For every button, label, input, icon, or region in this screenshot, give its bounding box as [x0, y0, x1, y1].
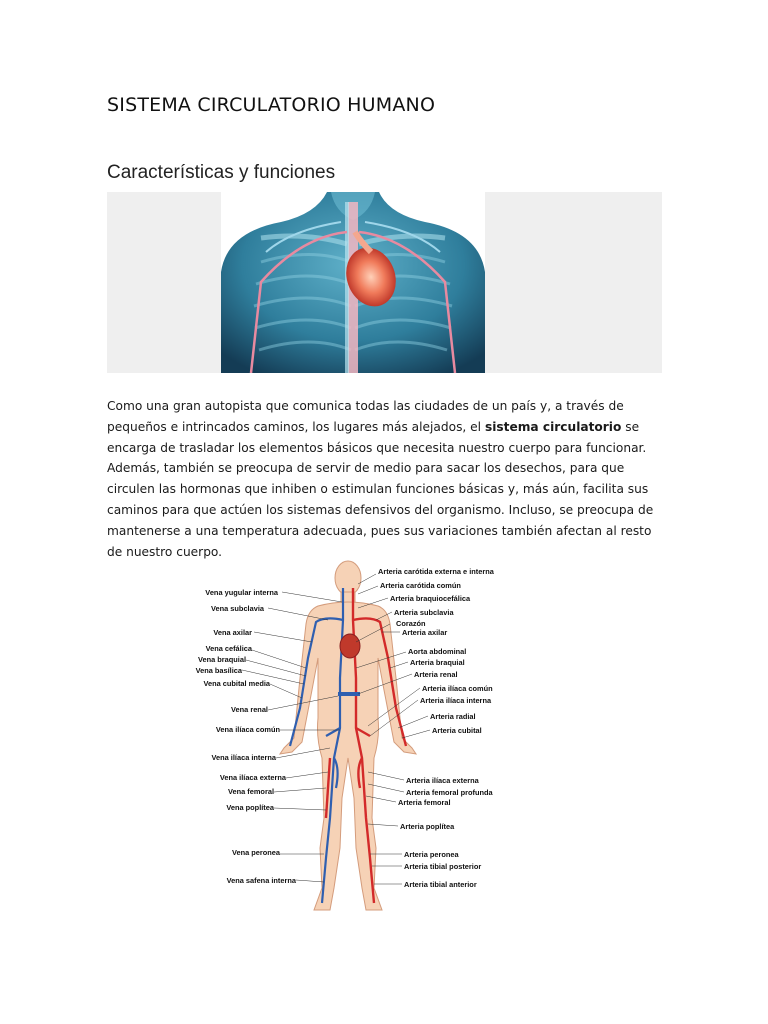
body-text: [107, 396, 667, 562]
label-vena-subclavia: Vena subclavia: [211, 604, 264, 613]
label-arteria-braquiocefalica: Arteria braquiocefálica: [390, 594, 471, 603]
label-arteria-carotida-externa-interna: Arteria carótida externa e interna: [378, 567, 494, 576]
label-vena-cubital-media: Vena cubital media: [203, 679, 270, 688]
chest-circulation-image: [221, 192, 485, 373]
label-arteria-iliaca-externa: Arteria ilíaca externa: [406, 776, 479, 785]
body-figure: [190, 558, 510, 930]
paragraph-1-bold: sistema circulatorio: [484, 419, 622, 434]
label-aorta-abdominal: Aorta abdominal: [408, 647, 467, 656]
label-corazon: Corazón: [396, 619, 426, 628]
label-vena-iliaca-comun: Vena ilíaca común: [215, 725, 280, 734]
label-arteria-subclavia: Arteria subclavia: [394, 608, 454, 617]
chest-illustration: [221, 192, 485, 373]
label-arteria-cubital: Arteria cubital: [432, 726, 482, 735]
label-vena-iliaca-interna: Vena ilíaca interna: [211, 753, 276, 762]
paragraph-1: [107, 396, 667, 458]
label-arteria-poplitea: Arteria poplítea: [400, 822, 455, 831]
label-arteria-tibial-posterior: Arteria tibial posterior: [404, 862, 482, 871]
label-arteria-renal: Arteria renal: [414, 670, 458, 679]
label-vena-iliaca-externa: Vena ilíaca externa: [219, 773, 286, 782]
label-arteria-braquial: Arteria braquial: [410, 658, 465, 667]
label-vena-poplitea: Vena poplítea: [226, 803, 274, 812]
section-heading: Características y funciones: [107, 162, 336, 183]
label-arteria-iliaca-interna: Arteria ilíaca interna: [420, 696, 492, 705]
label-vena-basilica: Vena basílica: [195, 666, 242, 675]
label-arteria-peronea: Arteria peronea: [404, 850, 459, 859]
label-arteria-axilar: Arteria axilar: [402, 628, 448, 637]
paragraph-2: Además, también se preocupa de servir de medio para sacar los desechos, para que circulen las hormonas que inhiben o estimulan funciones básicas y, más aún, facilita sus caminos para que actúen los sistemas defensivos del organismo. Incluso, se preocupa de mantenerse a una temperatura adecuada, pues sus variaciones también afectan al resto de nuestro cuerpo.: [107, 461, 654, 559]
paragraph-1-text-end: se encarga de trasladar los elementos básicos que necesita nuestro cuerpo para funcionar.: [107, 419, 647, 455]
paragraph-1-text: Como una gran autopista que comunica todas las ciudades de un país y, a través de pequeños e intrincados caminos, los lugares más alejados, el: [107, 399, 624, 434]
chest-image-band: [107, 192, 662, 373]
label-arteria-carotida-comun: Arteria carótida común: [380, 581, 461, 590]
label-arteria-radial: Arteria radial: [430, 712, 476, 721]
label-vena-cefalica: Vena cefálica: [205, 644, 252, 653]
label-vena-renal: Vena renal: [231, 705, 268, 714]
label-vena-axilar: Vena axilar: [213, 628, 252, 637]
label-arteria-iliaca-comun: Arteria ilíaca común: [422, 684, 493, 693]
page-title: SISTEMA CIRCULATORIO HUMANO: [107, 94, 436, 116]
label-vena-yugular-interna: Vena yugular interna: [205, 588, 278, 597]
circulatory-diagram: [190, 558, 510, 930]
label-vena-braquial: Vena braquial: [197, 655, 246, 664]
label-vena-safena-interna: Vena safena interna: [226, 876, 296, 885]
label-arteria-femoral: Arteria femoral: [398, 798, 451, 807]
label-vena-femoral: Vena femoral: [227, 787, 274, 796]
label-vena-peronea: Vena peronea: [231, 848, 280, 857]
label-arteria-femoral-profunda: Arteria femoral profunda: [406, 788, 493, 797]
label-arteria-tibial-anterior: Arteria tibial anterior: [404, 880, 477, 889]
